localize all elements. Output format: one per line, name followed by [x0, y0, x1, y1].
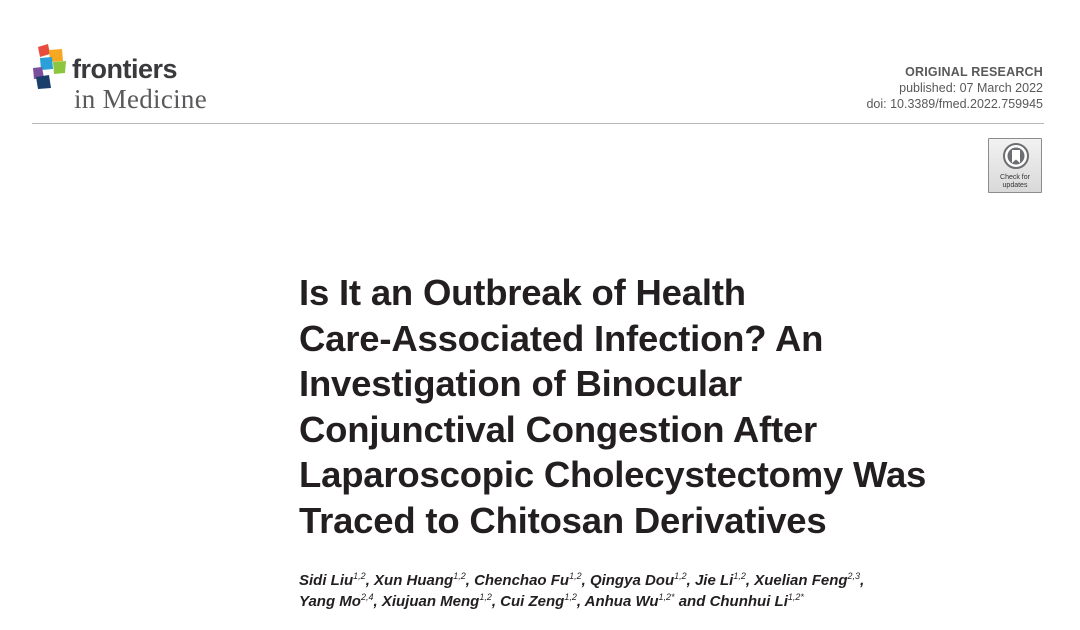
author-affiliation: 1,2* [658, 592, 675, 602]
author-row [299, 570, 1059, 591]
author-affiliation: 1,2 [569, 571, 582, 581]
author-separator: , [745, 572, 755, 589]
author-separator: , [491, 593, 501, 610]
journal-name-primary: frontiers [72, 54, 178, 84]
article-title [299, 270, 1059, 543]
title-line: Laparoscopic Cholecystectomy Was [299, 454, 927, 495]
author-affiliation: 1,2 [564, 592, 577, 602]
author-separator: , [576, 593, 585, 610]
journal-logo[interactable] [32, 44, 232, 114]
author-separator: , [373, 593, 382, 610]
author-name[interactable]: Chunhui Li [709, 593, 788, 610]
author-list [299, 570, 1059, 612]
author-name[interactable]: Anhua Wu [584, 593, 659, 610]
author-row [299, 591, 1059, 612]
title-line: Is It an Outbreak of Health [299, 272, 746, 313]
author-affiliation: 1,2 [353, 571, 366, 581]
author-separator: , [860, 572, 865, 589]
author-separator: , [365, 572, 375, 589]
author-affiliation: 1,2 [453, 571, 466, 581]
author-separator: , [465, 572, 475, 589]
title-line: Traced to Chitosan Derivatives [299, 499, 827, 541]
author-name[interactable]: Chenchao Fu [474, 572, 570, 589]
author-name[interactable]: Jie Li [694, 572, 734, 589]
author-name[interactable]: Sidi Liu [299, 572, 354, 589]
author-affiliation: 1,2* [787, 592, 804, 602]
author-name[interactable]: Xun Huang [374, 572, 454, 589]
check-for-updates-button[interactable] [988, 138, 1042, 193]
publish-date: published: 07 March 2022 [899, 81, 1043, 95]
author-name[interactable]: Cui Zeng [500, 593, 565, 610]
title-line: Conjunctival Congestion After [299, 408, 818, 450]
author-name[interactable]: Yang Mo [299, 593, 361, 610]
author-separator: , [581, 572, 590, 589]
doi-link[interactable]: doi: 10.3389/fmed.2022.759945 [866, 97, 1043, 111]
check-updates-line2: updates [1002, 181, 1028, 189]
article-type: ORIGINAL RESEARCH [905, 65, 1043, 79]
author-separator: , [686, 572, 695, 589]
author-affiliation: 2,4 [360, 592, 374, 602]
article-meta [866, 64, 1043, 112]
author-affiliation: 1,2 [674, 571, 687, 581]
bookmark-update-icon [1003, 143, 1029, 173]
header-divider [32, 123, 1044, 124]
check-for-updates-label [989, 174, 1041, 189]
author-name[interactable]: Xuelian Feng [754, 572, 848, 589]
author-name[interactable]: Xiujuan Meng [381, 593, 480, 610]
title-line: Care-Associated Infection? An [299, 317, 824, 359]
author-affiliation: 1,2 [479, 592, 492, 602]
author-affiliation: 1,2 [733, 571, 746, 581]
author-name[interactable]: Qingya Dou [589, 572, 675, 589]
author-affiliation: 2,3 [847, 571, 861, 581]
frontiers-logo-icon [32, 44, 70, 90]
title-line: Investigation of Binocular [299, 363, 742, 404]
author-separator: and [674, 593, 710, 610]
check-updates-line1: Check for [1000, 174, 1030, 181]
journal-name-secondary: in Medicine [74, 84, 208, 114]
